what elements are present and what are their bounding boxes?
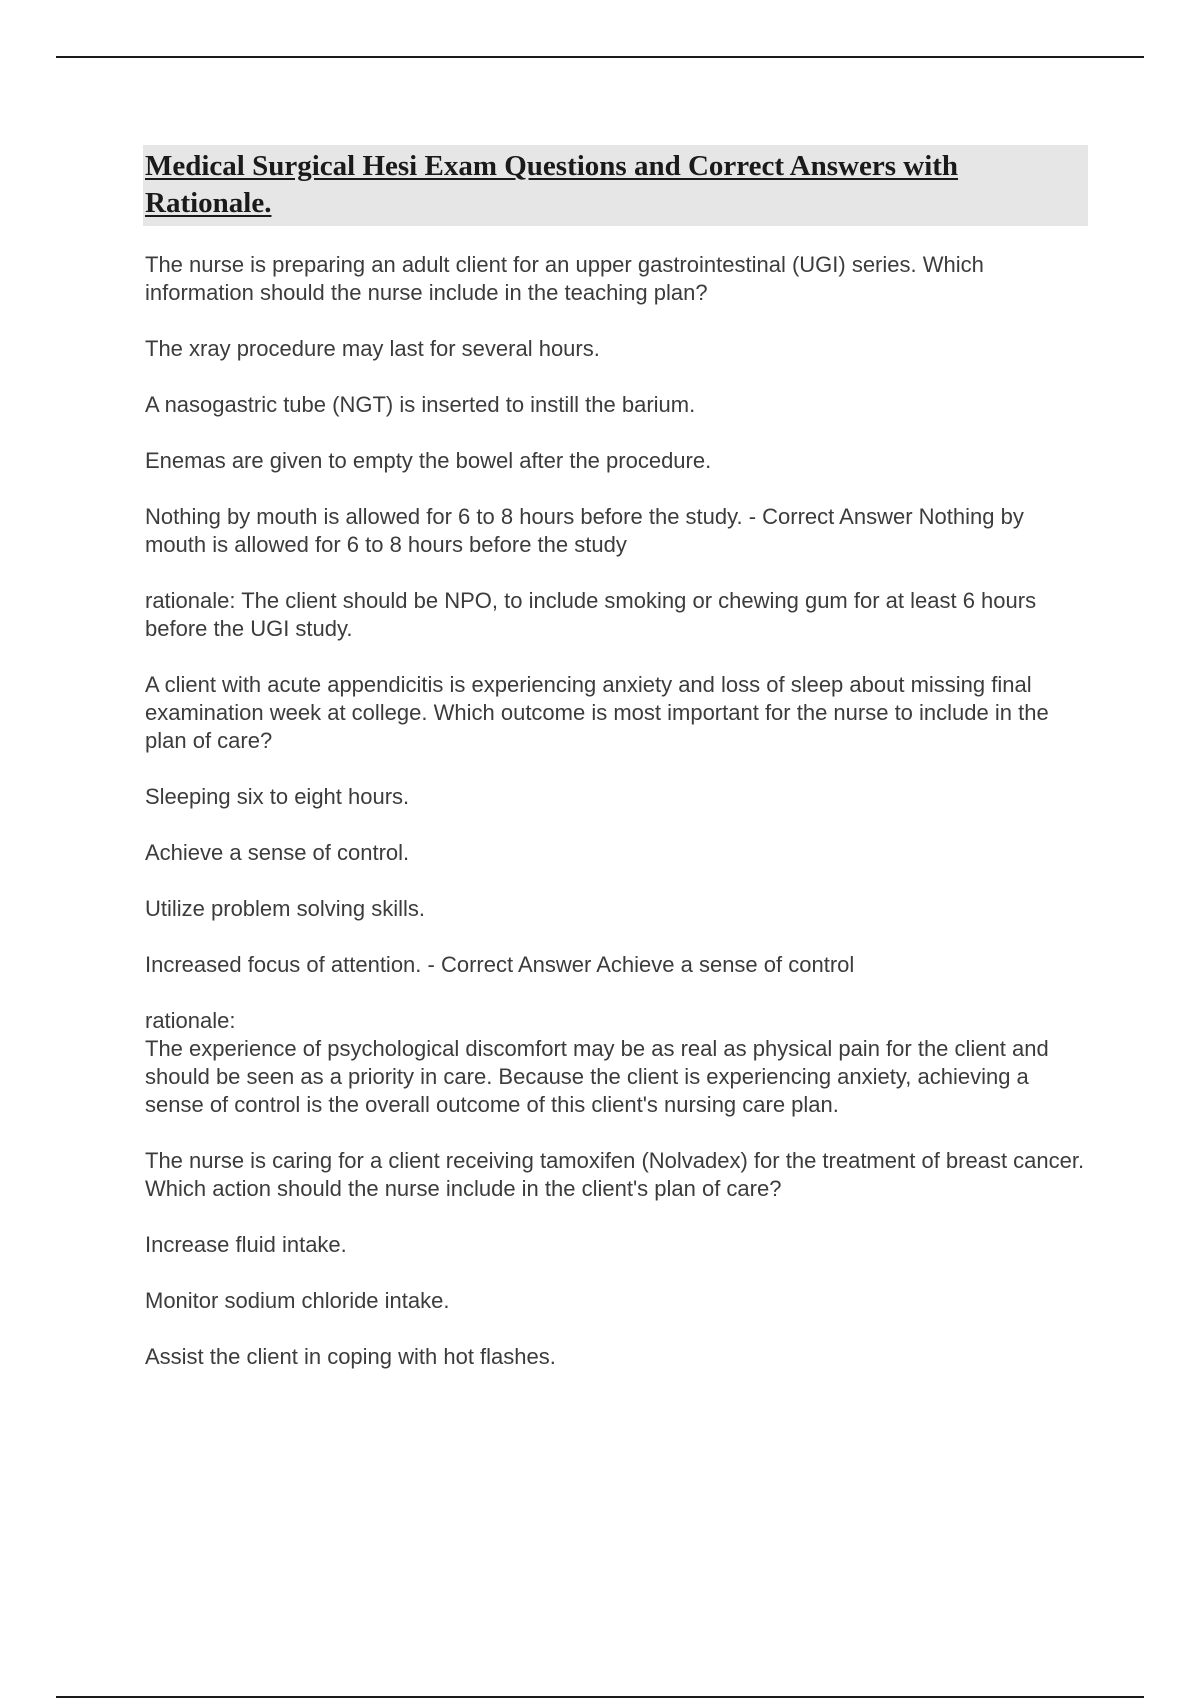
question-1-option-b: A nasogastric tube (NGT) is inserted to instill the barium. xyxy=(145,392,696,417)
question-2-rationale-label: rationale: xyxy=(145,1008,236,1033)
document-body xyxy=(145,145,1091,1399)
question-3: The nurse is caring for a client receiving tamoxifen (Nolvadex) for the treatment of breast cancer. Which action should the nurse include in the client's plan of care? xyxy=(145,1148,1091,1201)
question-1-rationale: rationale: The client should be NPO, to include smoking or chewing gum for at least 6 hours before the UGI study. xyxy=(145,588,1043,641)
question-2-option-a: Sleeping six to eight hours. xyxy=(145,784,410,809)
question-3-option-c: Assist the client in coping with hot flashes. xyxy=(145,1344,556,1369)
document-title: Medical Surgical Hesi Exam Questions and Correct Answers with Rationale. xyxy=(143,145,1088,226)
question-1-option-d-answer: Nothing by mouth is allowed for 6 to 8 hours before the study. - Correct Answer Nothing by mouth is allowed for 6 to 8 hours before the study xyxy=(145,504,1030,557)
bottom-rule xyxy=(56,1696,1144,1698)
question-3-option-a: Increase fluid intake. xyxy=(145,1232,347,1257)
question-1-option-c: Enemas are given to empty the bowel after the procedure. xyxy=(145,448,712,473)
question-2-option-d-answer: Increased focus of attention. - Correct Answer Achieve a sense of control xyxy=(145,952,855,977)
question-2-rationale: The experience of psychological discomfort may be as real as physical pain for the client and should be seen as a priority in care. Because the client is experiencing anxiety, achieving a sense of control is the overall outcome of this client's nursing care plan. xyxy=(145,1036,1055,1117)
question-3-option-b: Monitor sodium chloride intake. xyxy=(145,1288,450,1313)
question-2-option-c: Utilize problem solving skills. xyxy=(145,896,425,921)
question-2: A client with acute appendicitis is experiencing anxiety and loss of sleep about missing final examination week at college. Which outcome is most important for the nurse to include in the plan of care? xyxy=(145,672,1055,753)
question-2-option-b: Achieve a sense of control. xyxy=(145,840,410,865)
question-1: The nurse is preparing an adult client for an upper gastrointestinal (UGI) series. Which information should the nurse include in the teaching plan? xyxy=(145,252,990,305)
question-1-option-a: The xray procedure may last for several hours. xyxy=(145,336,600,361)
top-rule xyxy=(56,56,1144,58)
